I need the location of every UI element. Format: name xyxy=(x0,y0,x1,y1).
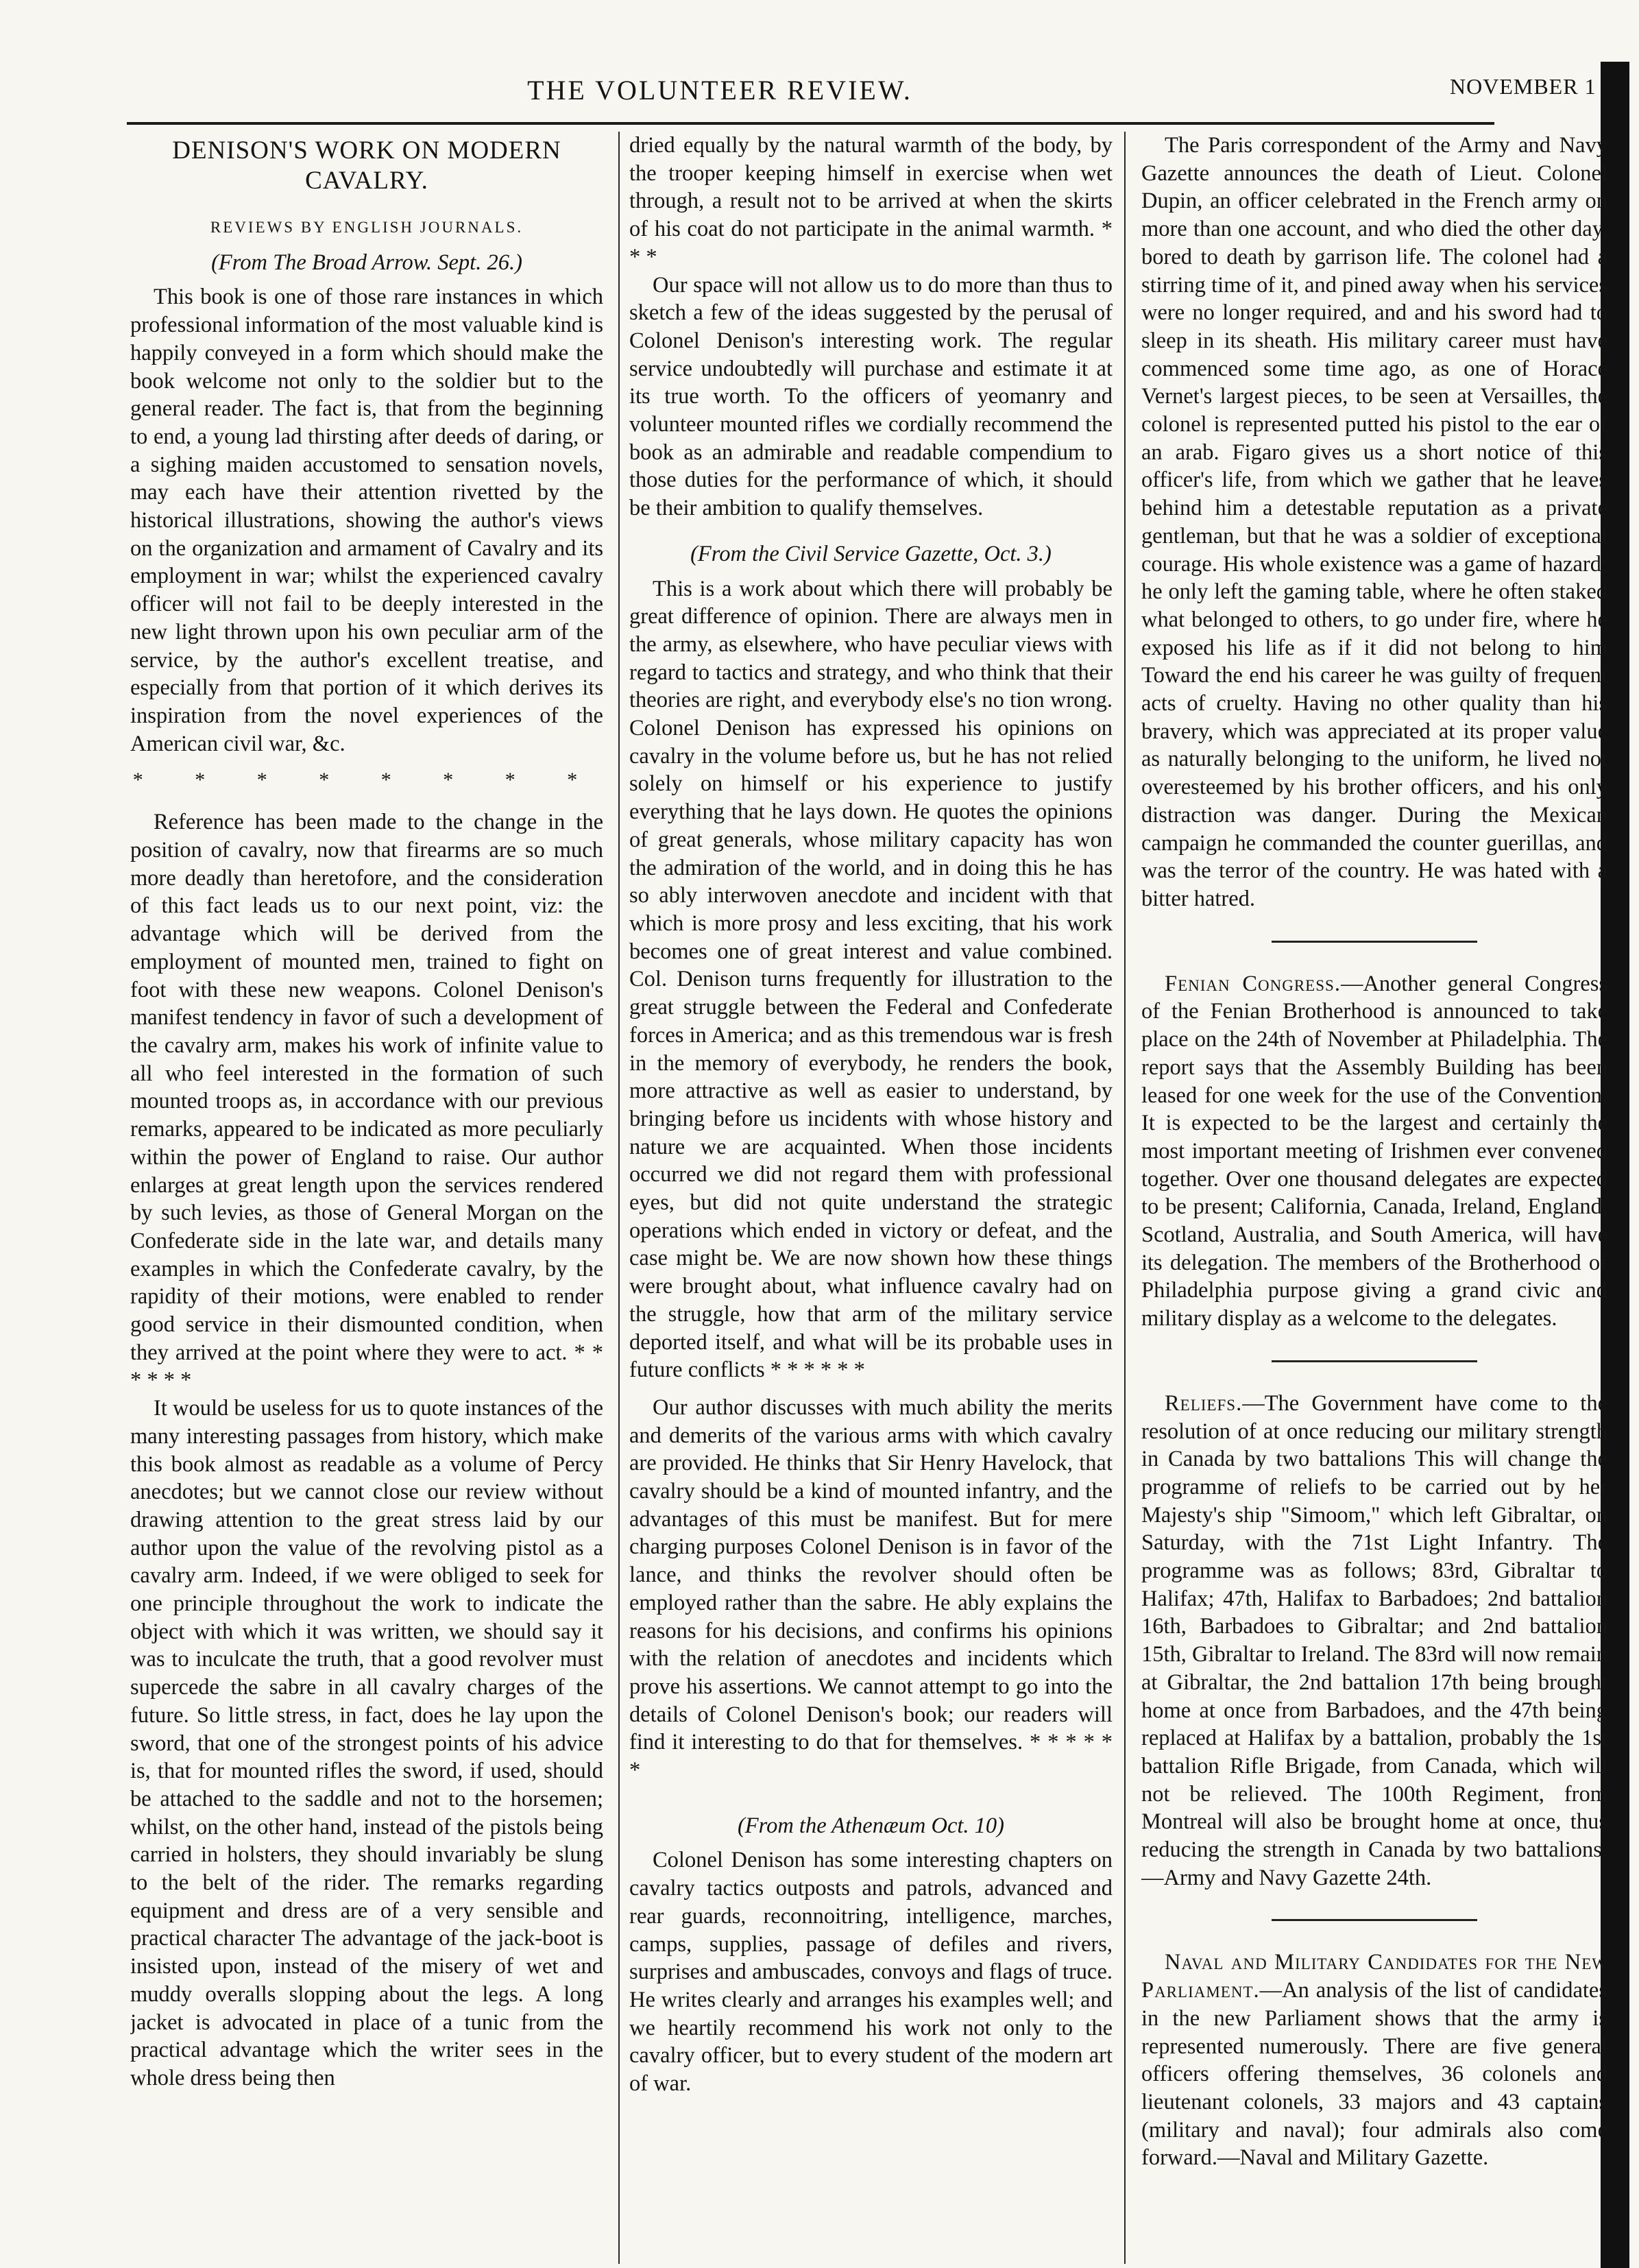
item-lead: Fenian Congress. xyxy=(1165,971,1341,996)
masthead-date: NOVEMBER 1 xyxy=(1450,74,1596,99)
item-lead: Reliefs. xyxy=(1165,1390,1243,1416)
news-item-reliefs xyxy=(1141,1390,1607,1892)
article-paragraph: Our space will not allow us to do more than thus to sketch a few of the ideas suggested by the perusal of Colonel Denison's interesting work. The regular service undoubtedly will purchase and estimate it at its true worth. To the officers of yeomanry and volunteer mounted rifles we cordially recommend the book as an admirable and readable compendium to those duties for the performance of which, it should be their ambition to qualify themselves. xyxy=(629,272,1113,521)
column-divider-left xyxy=(618,132,620,2264)
masthead-title: THE VOLUNTEER REVIEW. xyxy=(527,75,912,106)
item-divider xyxy=(1272,1919,1477,1921)
item-body: —Another general Congress of the Fenian Brotherhood is announced to take place on the 24th of November at Philadelphia. The report says that the Assembly Building has been leased for one week for the use of the Convention. It is expected to be the largest and certainly the most important meeting of Irishmen ever convened together. Over one thousand delegates are expected to be present; California, Canada, Ireland, England, Scotland, Australia, and South America, will have its delegation. The members of the Brotherhood of Philadelphia purpose giving a grand civic and military display as a welcome to the delegates. xyxy=(1141,971,1607,1331)
section-break-stars: * * * * * * * * xyxy=(132,769,601,792)
news-item-fenian-congress xyxy=(1141,970,1607,1333)
masthead-rule xyxy=(127,122,1494,125)
column-right xyxy=(1141,132,1607,2257)
source-citation: (From The Broad Arrow. Sept. 26.) xyxy=(211,250,522,275)
article-paragraph: This book is one of those rare instances in which professional information of the most valuable kind is happily conveyed in a form which should make the book welcome not only to the soldier but to the general reader. The fact is, that from the beginning to end, a young lad thirsting after deeds of daring, or a sighing maiden accustomed to sensation novels, may each have their attention rivetted by the historical illustrations, showing the author's views on the organization and armament of Cavalry and its employment in war; whilst the experienced cavalry officer will not fail to be deeply interested in the new light thrown upon his own peculiar arm of the service, by the author's excellent treatise, and especially from that portion of it which derives its inspiration from the novel experiences of the American civil war, &c. xyxy=(130,285,603,756)
item-divider xyxy=(1272,1360,1477,1362)
article-headline: DENISON'S WORK ON MODERN CAVALRY. xyxy=(172,136,561,195)
item-lead: Naval and Military Candidates for the New Parliament. xyxy=(1141,1950,1607,2003)
item-body: —An analysis of the list of candidates in the new Parliament shows that the army is represented numerously. There are five general officers offering themselves, 36 colonels and lieutenant colonels, 33 majors and 43 captains (military and naval); four admirals also come forward.—Naval and Military Gazette. xyxy=(1141,1978,1607,2171)
article-paragraph: This is a work about which there will probably be great difference of opinion. There are always men in the army, as elsewhere, who have peculiar views with regard to tactics and strategy, and who think that their theories are right, and everybody else's no tion wrong. Colonel Denison has expressed his opinions on cavalry in the volume before us, but he has not relied solely on himself or his experience to justify everything that he lays down. He quotes the opinions of great generals, whose military capacity has won the admiration of the world, and in doing this he has so ably interwoven anecdote and incident with that which is more prosy and less exciting, that his work becomes one of great interest and value combined. Col. Denison turns frequently for illustration to the great struggle between the Federal and Confederate forces in America; and as this tremendous war is fresh in the memory of everybody, he renders the book, more attractive as well as easier to understand, by bringing before us incidents with whose history and nature we are acquainted. When those incidents occurred we did not regard them with professional eyes, but did not quite understand the strategic operations which ended in victory or defeat, and the case might be. We are now shown how these things were brought about, what influence cavalry had on the struggle, how that arm of the military service deported itself, and what will be its probable uses in future conflicts * * * * * * xyxy=(629,576,1113,1383)
item-divider xyxy=(1272,941,1477,943)
article-paragraph: Reference has been made to the change in the position of cavalry, now that firearms are so much more deadly than heretofore, and the consideration of this fact leads us to our next point, viz: the advantage which will be derived from the employment of mounted men, trained to fight on foot with these new weapons. Colonel Denison's manifest tendency in favor of such a development of the cavalry arm, makes his work of infinite value to all who feel interested in the formation of such mounted troops as, in accordance with our previous remarks, appeared to be indicated as more peculiarly within the power of England to raise. Our author enlarges at great length upon the services rendered by such levies, as those of General Morgan on the Confederate side in the late war, and details many examples in which the Confederate cavalry, by the rapidity of their motions, were enabled to render good service in their dismounted condition, when they arrived at the point where they were to act. * * * * * * xyxy=(130,810,603,1393)
article-paragraph: Our author discusses with much ability the merits and demerits of the various arms with which cavalry are provided. He thinks that Sir Henry Havelock, that cavalry should be a kind of mounted infantry, and the advantages of this must be manifest. But for mere charging purposes Colonel Denison is in favor of the lance, and thinks the revolver should often be employed rather than the sabre. He ably explains the reasons for his decisions, and confirms his opinions with the relation of anecdotes and incidents which prove his assertions. We cannot attempt to go into the details of Colonel Denison's book; our readers will find it interesting to do that for themselves. * * * * * * xyxy=(629,1395,1113,1783)
column-middle xyxy=(629,132,1113,2257)
column-divider-right xyxy=(1124,132,1126,2264)
item-body: —The Government have come to the resolution of at once reducing our military strength in Canada by two battalions This will change the programme of reliefs to be carried out by her Majesty's ship "Simoom," which left Gibraltar, on Saturday, with the 71st Light Infantry. The programme was as follows; 83rd, Gibraltar to Halifax; 47th, Halifax to Barbadoes; 2nd battalion 16th, Barbadoes to Gibraltar; and 2nd battalion 15th, Gibraltar to Ireland. The 83rd will now remain at Gibraltar, the 2nd battalion 17th being brought home at once from Barbadoes, and the 47th being replaced at Halifax by a battalion, probably the 1st battalion Rifle Brigade, from Canada, which will not be relieved. The 100th Regiment, from Montreal will also be brought home at once, thus reducing the strength in Canada by two battalions.—Army and Navy Gazette 24th. xyxy=(1141,1390,1607,1890)
source-citation: (From the Civil Service Gazette, Oct. 3.) xyxy=(690,541,1052,566)
news-item-dupin: The Paris correspondent of the Army and Navy Gazette announces the death of Lieut. Colonel Dupin, an officer celebrated in the French army on more than one account, and who died the other day, bored to death by garrison life. The colonel had a stirring time of it, and pined away when his services were no longer required, and and his sword had to sleep in its sheath. His military career must have commenced some time ago, as one of Horace Vernet's largest pieces, to be seen at Versailles, the colonel is represented putted his pistol to the ear of an arab. Figaro gives us a short notice of this officer's life, from which we gather that he leaves behind him a detestable reputation as a private gentleman, but that he was a soldier of exceptional courage. His whole existence was a game of hazard; he only left the gaming table, where he often staked what belonged to others, to go under fire, where he exposed his life as if it did not belong to him Toward the end his career he was guilty of frequent acts of cruelty. Having no other quality than his bravery, which was appreciated at its proper value as naturally belonging to the uniform, he lived not overesteemed by his brother officers, and his only distraction was danger. During the Mexican campaign he commanded the counter guerillas, and was the terror of the country. He was hated with a bitter hatred. xyxy=(1141,133,1607,911)
article-subhead: REVIEWS BY ENGLISH JOURNALS. xyxy=(210,219,524,236)
news-item-naval-military xyxy=(1141,1949,1607,2172)
source-citation: (From the Athenæum Oct. 10) xyxy=(737,1813,1005,1838)
article-paragraph: dried equally by the natural warmth of the body, by the trooper keeping himself in exercise when wet through, a result not to be arrived at when the skirts of his coat do not participate in the animal warmth. * * * xyxy=(629,133,1113,269)
article-paragraph: Colonel Denison has some interesting chapters on cavalry tactics outposts and patrols, advanced and rear guards, reconnoitring, intelligence, marches, camps, supplies, passage of defiles and rivers, surprises and ambuscades, convoys and flags of truce. He writes clearly and arranges his examples well; and we heartily recommend his work not only to the cavalry officer, but to every student of the modern art of war. xyxy=(629,1848,1113,2097)
column-left xyxy=(130,132,603,2257)
article-paragraph: It would be useless for us to quote instances of the many interesting passages from history, which make this book almost as readable as a volume of Percy anecdotes; but we cannot close our review without drawing attention to the great stress laid by our author upon the value of the revolving pistol as a cavalry arm. Indeed, if we were obliged to seek for one principle throughout the work to indicate the object with which it was written, we should say it was to inculcate the truth, that a good revolver must supercede the sabre in all cavalry charges of the future. So little stress, in fact, does he lay upon the sword, that one of the strongest points of his advice is, that for mounted rifles the sword, if used, should be attached to the saddle and not to the horsemen; whilst, on the other hand, instead of the pistols being carried in holsters, they should invariably be slung to the belt of the rider. The remarks regarding equipment and dress are of a very sensible and practical character The advantage of the jack-boot is insisted upon, instead of the misery of wet and muddy overalls slopping about the legs. A long jacket is advocated in place of a tunic from the practical advantage which the writer sees in the whole dress being then xyxy=(130,1396,603,2090)
